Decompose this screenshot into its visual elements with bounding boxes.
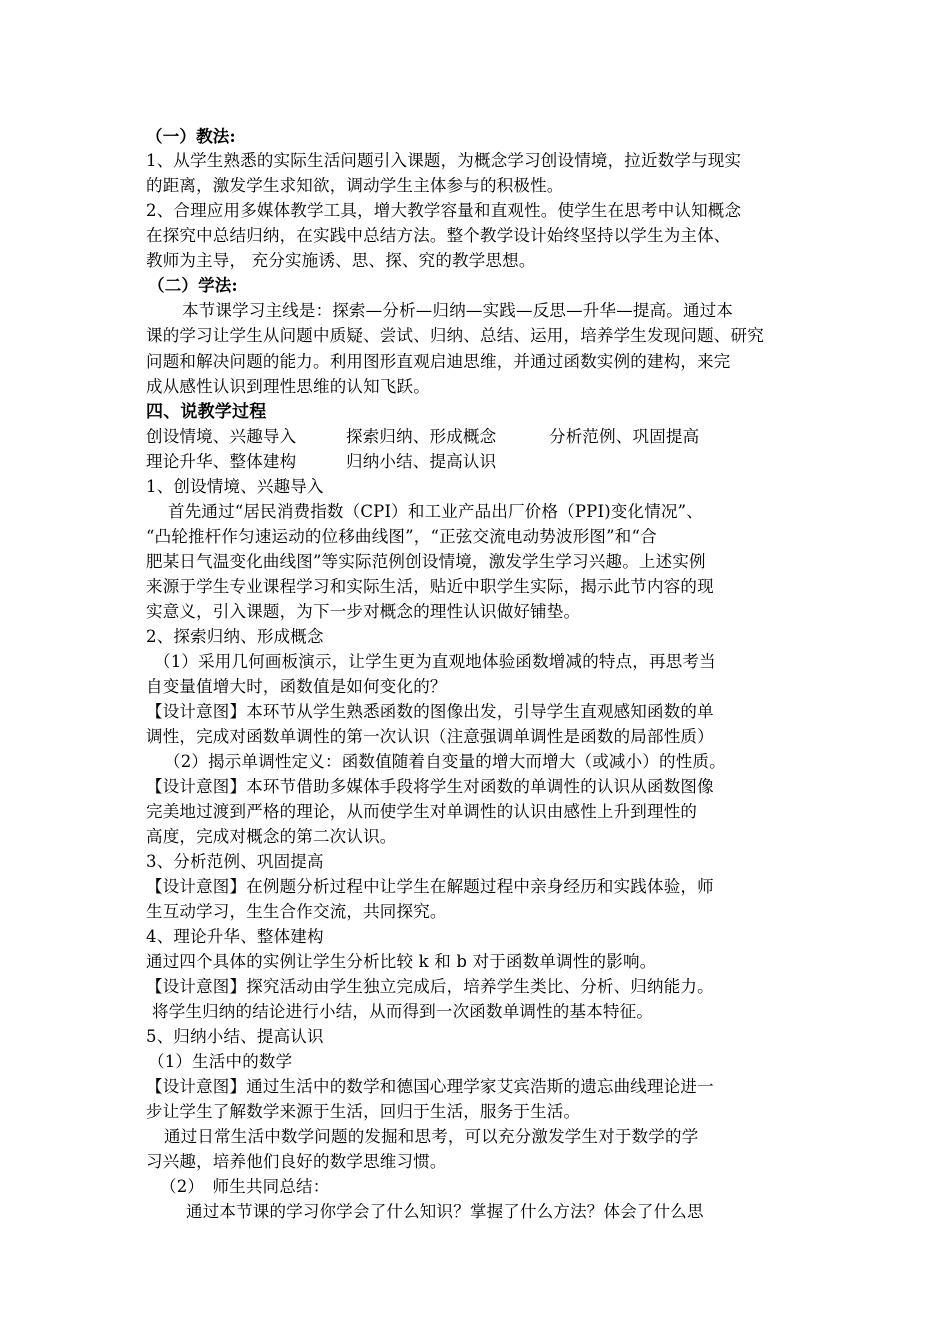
section-title: 1、创设情境、兴趣导入 [146, 477, 324, 496]
text-line: 【设计意图】探究活动由学生独立完成后，培养学生类比、分析、归纳能力。 [146, 977, 714, 996]
flow-step: 创设情境、兴趣导入 [146, 427, 297, 446]
text-line: 【设计意图】通过生活中的数学和德国心理学家艾宾浩斯的遗忘曲线理论进一 [146, 1077, 714, 1096]
text-line: “凸轮推杆作匀速运动的位移曲线图”，“正弦交流电动势波形图”和“合 [146, 527, 657, 546]
process-heading: 四、说教学过程 [146, 402, 267, 422]
flow-step: 归纳小结、提高认识 [346, 452, 497, 471]
teaching-method-heading: （一）教法: [146, 127, 236, 146]
text-line: 肥某日气温变化曲线图”等实际范例创设情境，激发学生学习兴趣。上述实例 [146, 552, 706, 571]
flow-step: 探索归纳、形成概念 [346, 427, 497, 446]
text-line: 的距离，激发学生求知欲，调动学生主体参与的积极性。 [146, 176, 564, 195]
text-line: 首先通过“居民消费指数（CPI）和工业产品出厂价格（PPI)变化情况”、 [168, 502, 703, 521]
text-line: 在探究中总结归纳，在实践中总结方法。整个教学设计始终坚持以学生为主体、 [146, 226, 731, 245]
text-line: 实意义，引入课题，为下一步对概念的理性认识做好铺垫。 [146, 602, 581, 621]
text-line: 本节课学习主线是：探索—分析—归纳—实践—反思—升华—提高。通过本 [182, 301, 734, 320]
text-line: 【设计意图】本环节从学生熟悉函数的图像出发，引导学生直观感知函数的单 [146, 702, 714, 721]
text-line: 问题和解决问题的能力。利用图形直观启迪思维，并通过函数实例的建构，来完 [146, 352, 731, 371]
text-line: （2） 师生共同总结： [160, 1177, 330, 1196]
text-line: 通过日常生活中数学问题的发掘和思考，可以充分激发学生对于数学的学 [164, 1127, 699, 1146]
text-line: 1、从学生熟悉的实际生活问题引入课题，为概念学习创设情境，拉近数学与现实 [146, 151, 742, 170]
text-line: 习兴趣，培养他们良好的数学思维习惯。 [146, 1152, 447, 1171]
text-line: 完美地过渡到严格的理论，从而使学生对单调性的认识由感性上升到理性的 [146, 802, 698, 821]
text-line: 生互动学习，生生合作交流，共同探究。 [146, 902, 447, 921]
text-line: 步让学生了解数学来源于生活，回归于生活，服务于生活。 [146, 1102, 581, 1121]
section-title: 3、分析范例、巩固提高 [146, 852, 324, 871]
text-line: 高度，完成对概念的第二次认识。 [146, 827, 397, 846]
text-line: （1）采用几何画板演示，让学生更为直观地体验函数增减的特点，再思考当 [154, 652, 716, 671]
text-line: （1）生活中的数学 [148, 1052, 293, 1071]
flow-step: 理论升华、整体建构 [146, 452, 297, 471]
text-line: 来源于学生专业课程学习和实际生活，贴近中职学生实际，揭示此节内容的现 [146, 577, 714, 596]
text-line: 通过本节课的学习你学会了什么知识？掌握了什么方法？体会了什么思 [186, 1202, 704, 1221]
text-line: 2、合理应用多媒体教学工具，增大教学容量和直观性。使学生在思考中认知概念 [146, 201, 742, 220]
section-title: 2、探索归纳、形成概念 [146, 627, 324, 646]
learning-method-heading: （二）学法: [148, 276, 238, 295]
section-title: 5、归纳小结、提高认识 [146, 1027, 324, 1046]
text-line: 课的学习让学生从问题中质疑、尝试、归纳、总结、运用，培养学生发现问题、研究 [146, 326, 764, 345]
text-line: 将学生归纳的结论进行小结，从而得到一次函数单调性的基本特征。 [152, 1002, 653, 1021]
text-line: 自变量值增大时，函数值是如何变化的？ [146, 677, 447, 696]
text-line: 教师为主导， 充分实施诱、思、探、究的教学思想。 [146, 251, 536, 270]
text-line: 通过四个具体的实例让学生分析比较 k 和 b 对于函数单调性的影响。 [146, 952, 657, 971]
text-line: （2）揭示单调性定义：函数值随着自变量的增大而增大（或减小）的性质。 [164, 752, 726, 771]
text-line: 【设计意图】在例题分析过程中让学生在解题过程中亲身经历和实践体验，师 [146, 877, 714, 896]
flow-step: 分析范例、巩固提高 [549, 427, 700, 446]
text-line: 成从感性认识到理性思维的认知飞跃。 [146, 377, 430, 396]
section-title: 4、理论升华、整体建构 [146, 927, 324, 946]
text-line: 调性，完成对函数单调性的第一次认识（注意强调单调性是函数的局部性质） [146, 727, 714, 746]
text-line: 【设计意图】本环节借助多媒体手段将学生对函数的单调性的认识从函数图像 [146, 777, 714, 796]
